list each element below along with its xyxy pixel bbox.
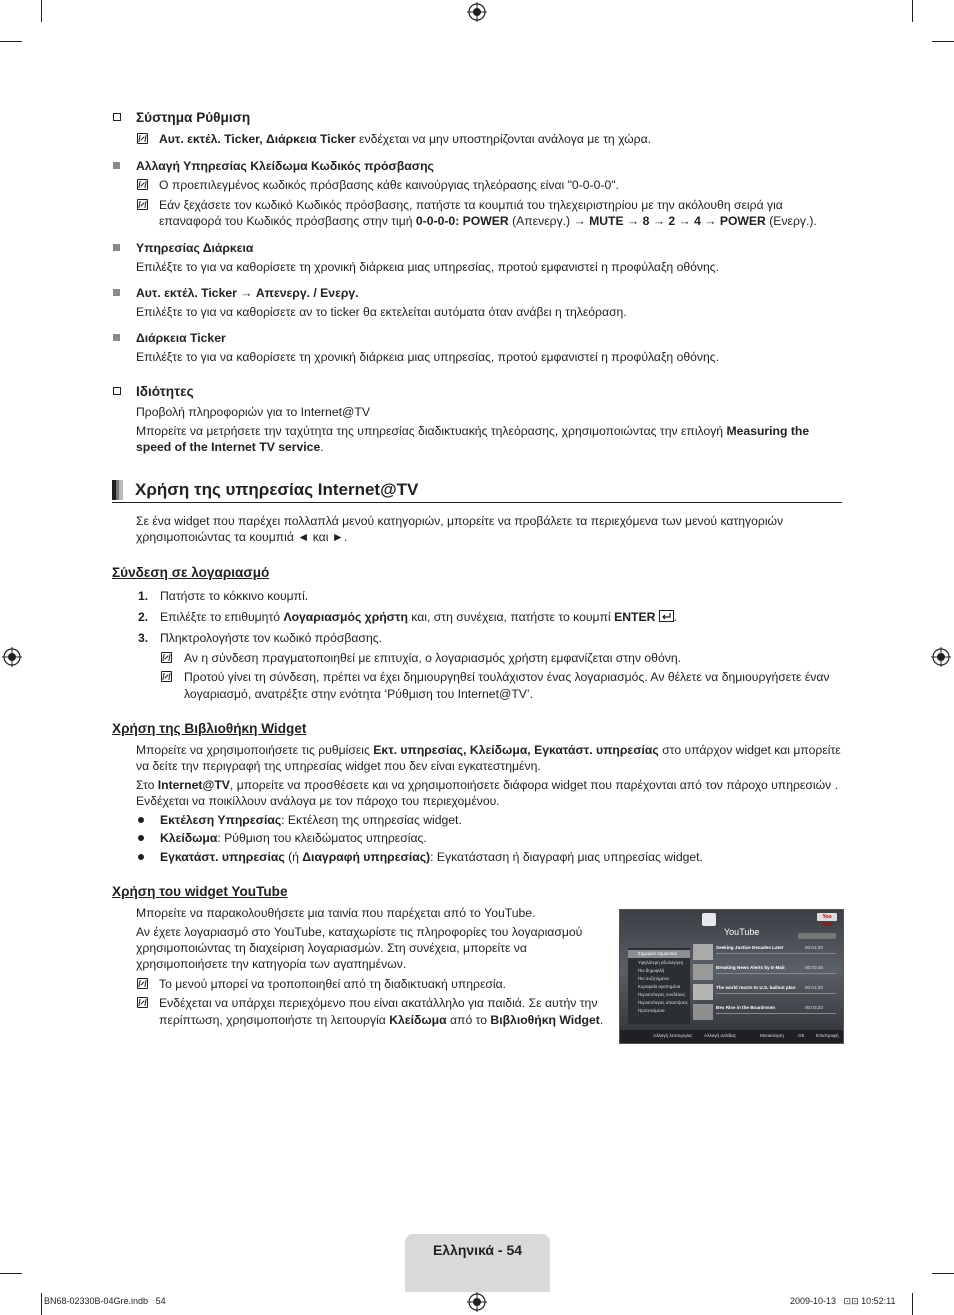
step-number: 1. bbox=[138, 589, 149, 603]
paragraph: χρησιμοποιώντας τη διαχείριση λογαριασμών. Στη συνέχεια, μπορείτε να bbox=[136, 941, 527, 955]
step-text: Πατήστε το κόκκινο κουμπί. bbox=[160, 589, 309, 603]
paragraph: Επιλέξτε το για να καθορίσετε τη χρονική διάρκεια μιας υπηρεσίας, προτού εμφανιστεί η προφύλαξη οθόνης. bbox=[136, 260, 720, 274]
bullet-icon bbox=[138, 835, 144, 841]
tv-video-time: 00:00:45 bbox=[805, 965, 823, 970]
note-text: Ενδέχεται να υπάρχει περιεχόμενο που είναι ακατάλληλο για παιδιά. Σε αυτήν την bbox=[159, 996, 598, 1010]
paragraph: Επιλέξτε το για να καθορίσετε αν το ticker θα εκτελείται αυτόματα όταν ανάβει η τηλεόραση. bbox=[136, 305, 627, 319]
tv-bottom-bar bbox=[620, 1030, 843, 1043]
file-info: BN68-02330B-04Gre.indb 54 bbox=[44, 1296, 166, 1306]
tv-video-row[interactable] bbox=[692, 1003, 836, 1022]
section-title: Χρήση της υπηρεσίας Internet@TV bbox=[135, 480, 419, 499]
square-bullet-icon bbox=[113, 162, 120, 169]
bullet-icon bbox=[138, 817, 144, 823]
crop-mark bbox=[41, 0, 42, 22]
tv-bottom-hint: Αλλαγή σελίδας bbox=[704, 1033, 736, 1038]
properties-heading: Ιδιότητες bbox=[136, 384, 194, 399]
note-icon bbox=[137, 133, 148, 144]
step-text: Πληκτρολογήστε τον κωδικό πρόσβασης. bbox=[160, 631, 382, 645]
tv-header-buttons bbox=[798, 933, 836, 939]
paragraph: Μπορείτε να παρακολουθήσετε μια ταινία που παρέχεται από το YouTube. bbox=[136, 906, 536, 920]
bullet-item: Κλείδωμα: Ρύθμιση του κλειδώματος υπηρεσίας. bbox=[160, 831, 427, 845]
tv-bottom-hint: Αλλαγή λειτουργίας bbox=[653, 1033, 693, 1038]
section-marker-bar bbox=[112, 480, 123, 500]
note-icon bbox=[137, 978, 148, 989]
tv-video-row[interactable] bbox=[692, 943, 836, 962]
subsection-title: Αυτ. εκτέλ. Ticker → Απενεργ. / Ενεργ. bbox=[136, 286, 359, 300]
subsection-title: Αλλαγή Υπηρεσίας Κλείδωμα Κωδικός πρόσβασης bbox=[136, 159, 434, 173]
crop-mark bbox=[932, 41, 954, 42]
tv-video-time: 00:01:20 bbox=[805, 985, 823, 990]
crop-mark bbox=[932, 1273, 954, 1274]
square-bullet-icon bbox=[113, 244, 120, 251]
tv-video-thumbnail bbox=[693, 944, 713, 960]
checkbox-bullet-icon bbox=[113, 387, 121, 395]
square-bullet-icon bbox=[113, 289, 120, 296]
tv-menu-item[interactable]: Πιο συζητημένα bbox=[638, 976, 669, 981]
tv-video-title: The world reacts to U.S. bailout plan bbox=[716, 985, 796, 990]
note-icon bbox=[161, 652, 172, 663]
tv-video-title: Bex Rise in the Boardroom bbox=[716, 1005, 775, 1010]
crop-mark bbox=[0, 41, 22, 42]
system-settings-heading: Σύστημα Ρύθμιση bbox=[136, 110, 251, 125]
tv-video-list bbox=[692, 941, 836, 1025]
enter-icon bbox=[659, 610, 674, 622]
step-number: 2. bbox=[138, 610, 149, 624]
paragraph: Ενδέχεται να ποικίλλουν ανάλογα με τον πάροχο του περιεχομένου. bbox=[136, 794, 500, 808]
tv-menu-item[interactable]: Πιο δημοφιλή bbox=[638, 968, 665, 973]
bullet-item: Εγκατάστ. υπηρεσίας (ή Διαγραφή υπηρεσίας): Εγκατάσταση ή διαγραφή μιας υπηρεσίας widget. bbox=[160, 850, 703, 864]
bullet-icon bbox=[138, 854, 144, 860]
page-number: Ελληνικά - 54 bbox=[432, 1242, 523, 1258]
checkbox-bullet-icon bbox=[113, 113, 121, 121]
tv-bottom-hint: Επιστροφή bbox=[816, 1033, 839, 1038]
tv-video-thumbnail bbox=[693, 984, 713, 1000]
note-text: επαναφορά του Κωδικός πρόσβασης στην τιμή 0-0-0-0: POWER (Απενεργ.) → MUTE → 8 → 2 → 4 → POWER (Ενεργ.). bbox=[159, 214, 817, 228]
tv-title: YouTube bbox=[724, 927, 760, 937]
tv-youtube-screenshot bbox=[619, 909, 844, 1044]
note-text: λογαριασμό, ανατρέξτε στην ενότητα ‘Ρύθμιση του Internet@TV’. bbox=[184, 687, 533, 701]
note-icon bbox=[137, 199, 148, 210]
paragraph: Μπορείτε να μετρήσετε την ταχύτητα της υπηρεσίας διαδικτυακής τηλεόρασης, χρησιμοποιώντας την επιλογή Measuring the bbox=[136, 424, 810, 438]
square-bullet-icon bbox=[113, 334, 120, 341]
tv-menu-item[interactable]: Περισσότερες συνδέσεις bbox=[638, 992, 686, 997]
crop-mark bbox=[41, 1293, 42, 1315]
tv-video-thumbnail bbox=[693, 964, 713, 980]
print-date: 2009-10-13 ⊡⊡ 10:52:11 bbox=[790, 1296, 896, 1306]
note-text: Ο προεπιλεγμένος κωδικός πρόσβασης κάθε καινούργιας τηλεόρασης είναι "0-0-0-0". bbox=[159, 178, 619, 192]
paragraph: Στο Internet@TV, μπορείτε να προσθέσετε και να χρησιμοποιήσετε διάφορα widget που παρέχονται από τον πάροχο υπηρεσιών . bbox=[136, 778, 838, 792]
tv-menu-item[interactable]: Σημερινά σημαντικά bbox=[638, 951, 677, 956]
paragraph: χρησιμοποιώντας τα κουμπιά ◄ και ►. bbox=[136, 530, 348, 544]
crop-mark bbox=[912, 0, 913, 22]
paragraph: Σε ένα widget που παρέχει πολλαπλά μενού κατηγοριών, μπορείτε να προβάλετε τα περιεχόμενα των μενού κατηγοριών bbox=[136, 514, 784, 528]
tv-video-row[interactable] bbox=[692, 963, 836, 982]
widget-library-heading: Χρήση της Βιβλιοθήκη Widget bbox=[112, 721, 307, 736]
paragraph: χρησιμοποιήσετε την κατηγορία των αγαπημένων. bbox=[136, 957, 407, 971]
note-text: Προτού γίνει τη σύνδεση, πρέπει να έχει δημιουργηθεί τουλάχιστον ένας λογαριασμός. Αν θέλετε να δημιουργήσετε έναν bbox=[184, 670, 830, 684]
tv-menu-item[interactable]: Προτεινόμενα bbox=[638, 1008, 665, 1013]
paragraph: Προβολή πληροφοριών για το Internet@TV bbox=[136, 405, 370, 419]
tv-menu-item[interactable]: Υψηλότερη αξιολόγηση bbox=[638, 960, 684, 965]
tv-video-time: 00:01:20 bbox=[805, 945, 823, 950]
registration-mark-icon bbox=[931, 647, 951, 667]
registration-mark-icon bbox=[467, 1292, 487, 1312]
tv-logo: You Tube bbox=[817, 913, 837, 921]
tv-video-thumbnail bbox=[693, 1004, 713, 1020]
tv-video-title: Breaking News Alerts by E-Mail bbox=[716, 965, 785, 970]
crop-mark bbox=[912, 1293, 913, 1315]
tv-video-row[interactable] bbox=[692, 983, 836, 1002]
subsection-title: Διάρκεια Ticker bbox=[136, 331, 226, 345]
note-text: Αν η σύνδεση πραγματοποιηθεί με επιτυχία, ο λογαριασμός χρήστη εμφανίζεται στην οθόνη. bbox=[184, 651, 681, 665]
note-text: Αυτ. εκτέλ. Ticker, Διάρκεια Ticker ενδέχεται να μην υποστηρίζονται ανάλογα με τη χώρα. bbox=[159, 132, 652, 146]
subsection-title: Υπηρεσίας Διάρκεια bbox=[136, 241, 254, 255]
paragraph: Μπορείτε να χρησιμοποιήσετε τις ρυθμίσεις Εκτ. υπηρεσίας, Κλείδωμα, Εγκατάστ. υπηρεσίας στο υπάρχον widget και μπορείτε bbox=[136, 743, 841, 757]
note-icon bbox=[137, 179, 148, 190]
tv-bottom-hint: Μετακίνηση bbox=[760, 1033, 784, 1038]
tv-video-time: 00:03:20 bbox=[805, 1005, 823, 1010]
note-text: Το μενού μπορεί να τροποποιηθεί από τη διαδικτυακή υπηρεσία. bbox=[159, 977, 507, 991]
note-text: περίπτωση, χρησιμοποιήστε τη λειτουργία Κλείδωμα από το Βιβλιοθήκη Widget. bbox=[159, 1013, 604, 1027]
step-text: Επιλέξτε το επιθυμητό Λογαριασμός χρήστη και, στη συνέχεια, πατήστε το κουμπί ENTER . bbox=[160, 610, 678, 624]
tv-video-title: Seeking Justice Decades Later bbox=[716, 945, 784, 950]
paragraph: speed of the Internet TV service. bbox=[136, 440, 324, 454]
paragraph: Επιλέξτε το για να καθορίσετε τη χρονική διάρκεια μιας υπηρεσίας, προτού εμφανιστεί η προφύλαξη οθόνης. bbox=[136, 350, 720, 364]
bullet-item: Εκτέλεση Υπηρεσίας: Εκτέλεση της υπηρεσίας widget. bbox=[160, 813, 462, 827]
tv-bottom-hint: OK bbox=[798, 1033, 805, 1038]
registration-mark-icon bbox=[467, 2, 487, 22]
step-number: 3. bbox=[138, 631, 149, 645]
crop-mark bbox=[0, 1273, 22, 1274]
note-icon bbox=[137, 997, 148, 1008]
registration-mark-icon bbox=[2, 647, 22, 667]
tv-menu-item[interactable]: Περισσότερες απαντήσεις bbox=[638, 1000, 689, 1005]
section-rule bbox=[112, 502, 842, 503]
note-icon bbox=[161, 671, 172, 682]
login-heading: Σύνδεση σε λογαριασμό bbox=[112, 565, 270, 580]
youtube-heading: Χρήση του widget YouTube bbox=[112, 884, 288, 899]
note-text: Εάν ξεχάσετε τον κωδικό Κωδικός πρόσβασης, πατήστε τα κουμπιά του τηλεχειριστηρίου με την ακόλουθη σειρά για bbox=[159, 198, 783, 212]
paragraph: να δείτε την περιγραφή της υπηρεσίας widget που δεν είναι εγκατεστημένη. bbox=[136, 759, 541, 773]
tv-folder-icon bbox=[702, 913, 716, 926]
tv-category-menu bbox=[628, 948, 690, 1024]
tv-menu-item[interactable]: Κορυφαία αγαπημένα bbox=[638, 984, 681, 989]
paragraph: Αν έχετε λογαριασμό στο YouTube, καταχωρίστε τις πληροφορίες του λογαριασμού bbox=[136, 925, 583, 939]
